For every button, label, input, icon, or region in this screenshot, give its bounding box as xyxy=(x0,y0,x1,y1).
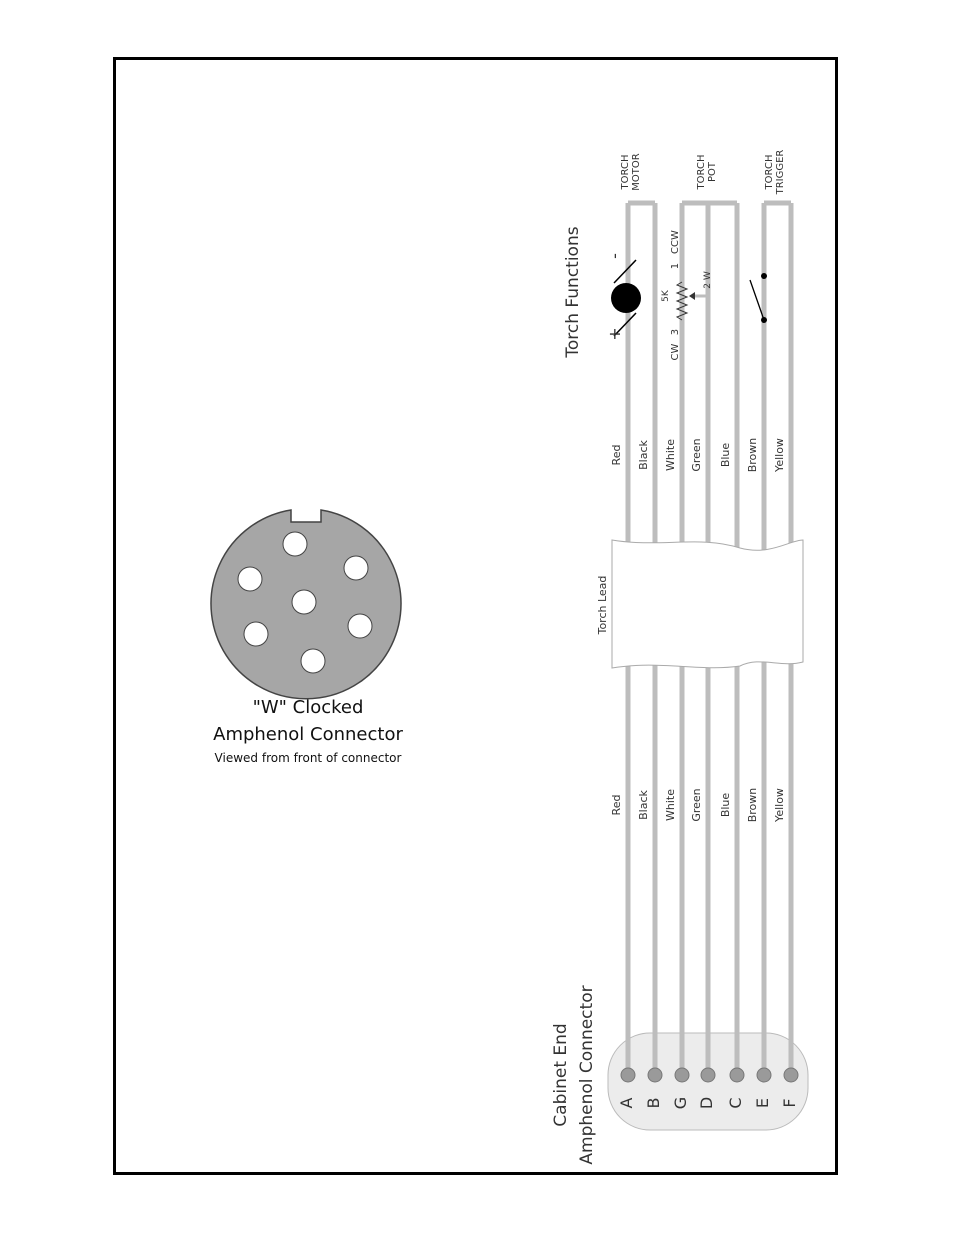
pot-wiper-label: 2 W xyxy=(703,271,713,289)
wire-label-top: Brown xyxy=(746,437,759,473)
wire-label-top: Black xyxy=(637,440,650,470)
cabinet-pin-letter: G xyxy=(671,1096,690,1110)
pot-cw-label: CW xyxy=(670,343,681,361)
cabinet-pin xyxy=(757,1068,771,1082)
cabinet-pin-letter: A xyxy=(617,1097,636,1109)
connector-title-line1: "W" Clocked xyxy=(252,697,364,718)
wire-label-bottom: Green xyxy=(690,788,703,822)
cabinet-pin xyxy=(675,1068,689,1082)
cabinet-title-line2: Amphenol Connector xyxy=(577,985,597,1165)
wire-label-bottom: Yellow xyxy=(773,788,786,822)
pot-ccw-label: CCW xyxy=(670,230,681,254)
pot-wiper-arrow xyxy=(689,292,695,300)
cabinet-pin xyxy=(784,1068,798,1082)
group-label-line2: POT xyxy=(707,161,718,183)
trigger-contact xyxy=(761,273,767,279)
wire-label-bottom: White xyxy=(664,789,677,821)
cabinet-title-line1: Cabinet End xyxy=(551,1023,571,1127)
group-label-line2: MOTOR xyxy=(631,153,642,191)
cabinet-pin-letter: B xyxy=(644,1097,663,1109)
group-label-line2: TRIGGER xyxy=(775,149,786,195)
torch-functions-title: Torch Functions xyxy=(563,226,583,358)
cabinet-pin xyxy=(701,1068,715,1082)
wire-label-top: Blue xyxy=(719,442,732,468)
motor-minus-sign: - xyxy=(605,253,624,259)
pot-pin1-label: 1 xyxy=(670,262,681,270)
cabinet-pin-letter: F xyxy=(780,1098,799,1108)
cabinet-pin-letter: E xyxy=(753,1097,772,1109)
group-label-line1: TORCH xyxy=(620,154,631,190)
pot-pin3-label: 3 xyxy=(670,328,681,336)
wire-label-bottom: Black xyxy=(637,790,650,820)
wiring-area xyxy=(551,150,808,1165)
wire-label-top: Green xyxy=(690,438,703,472)
cabinet-pin xyxy=(730,1068,744,1082)
connector-pin-hole xyxy=(292,590,316,614)
wire-label-bottom: Brown xyxy=(746,787,759,823)
connector-pin-hole xyxy=(283,532,307,556)
connector-pin-hole xyxy=(348,614,372,638)
connector-pin-hole xyxy=(244,622,268,646)
connector-title-line2: Amphenol Connector xyxy=(213,724,403,745)
pot-resistance-label: 5K xyxy=(661,290,671,302)
connector-subtitle: Viewed from front of connector xyxy=(214,751,402,765)
motor-icon xyxy=(611,283,641,313)
cabinet-pin-letter: C xyxy=(726,1097,745,1109)
group-label-line1: TORCH xyxy=(764,154,775,190)
connector-pin-hole xyxy=(301,649,325,673)
cabinet-pin xyxy=(621,1068,635,1082)
motor-plus-sign: + xyxy=(605,327,624,341)
wire-label-bottom: Blue xyxy=(719,792,732,818)
torch-lead-label: Torch Lead xyxy=(596,575,609,635)
torch-lead-band xyxy=(612,540,803,668)
connector-pin-hole xyxy=(238,567,262,591)
wire-label-top: Red xyxy=(610,444,623,466)
wire-label-top: White xyxy=(664,439,677,471)
cabinet-pin-letter: D xyxy=(697,1096,716,1110)
amphenol-connector-face xyxy=(211,510,401,699)
wire-label-top: Yellow xyxy=(773,438,786,472)
group-label-line1: TORCH xyxy=(696,154,707,190)
cabinet-pin xyxy=(648,1068,662,1082)
motor-lead-minus xyxy=(614,260,636,283)
connector-pin-hole xyxy=(344,556,368,580)
wire-label-bottom: Red xyxy=(610,794,623,816)
